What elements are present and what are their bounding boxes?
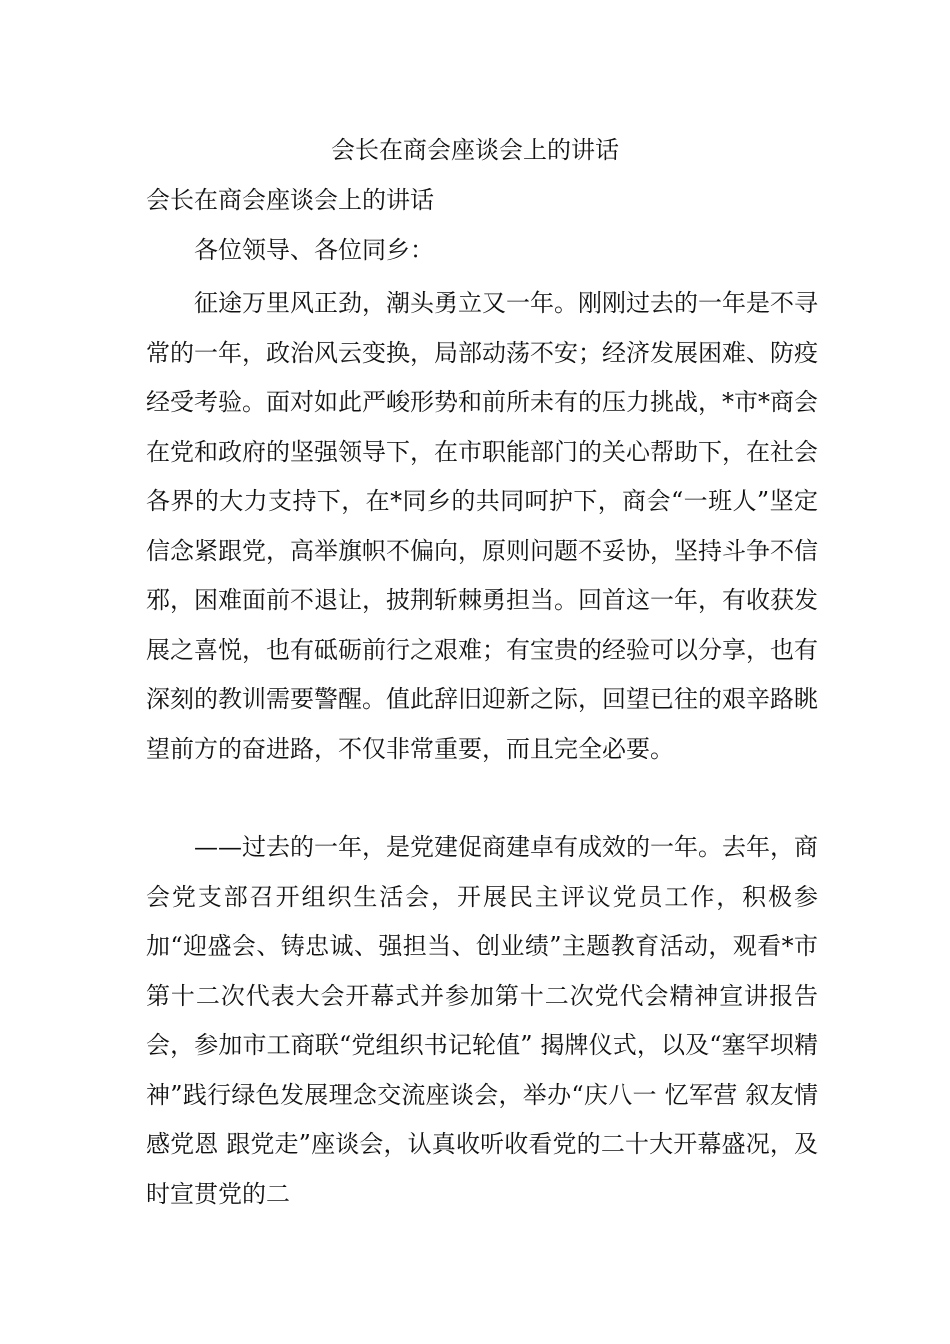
- salutation-text: 各位领导、各位同乡：: [194, 236, 434, 264]
- paragraph-text: ——过去的一年，是党建促商建卓有成效的一年。去年，商会党支部召开组织生活会，开展民主评议党员工作，积极参加“迎盛会、铸忠诚、强担当、创业绩”主题教育活动，观看*市第十二次代表大会开幕式并参加第十二次党代会精神宣讲报告会，参加市工商联“党组织书记轮值” 揭牌仪式，以及“塞罕坝精神”践行绿色发展理念交流座谈会，举办“庆八一 忆军营 叙友情 感党恩 跟党走”座谈会，认真收听收看党的二十大开幕盛况，及时宣贯党的二: [146, 833, 818, 1208]
- paragraph-text: 征途万里风正劲，潮头勇立又一年。刚刚过去的一年是不寻常的一年，政治风云变换，局部动荡不安；经济发展困难、防疫经受考验。面对如此严峻形势和前所未有的压力挑战，*市*商会在党和政府的坚强领导下，在市职能部门的关心帮助下，在社会各界的大力支持下，在*同乡的共同呵护下，商会“一班人”坚定信念紧跟党，高举旗帜不偏向，原则问题不妥协，坚持斗争不信邪，困难面前不退让，披荆斩棘勇担当。回首这一年，有收获发展之喜悦，也有砥砺前行之艰难；有宝贵的经验可以分享，也有深刻的教训需要警醒。值此辞旧迎新之际，回望已往的艰辛路眺望前方的奋进路，不仅非常重要，而且完全必要。: [146, 289, 818, 763]
- body-paragraph-2: [146, 823, 818, 1219]
- document-title: 会长在商会座谈会上的讲话: [331, 136, 619, 164]
- salutation: [146, 230, 818, 270]
- body-paragraph-1: [146, 279, 818, 774]
- document-heading: 会长在商会座谈会上的讲话: [146, 186, 434, 214]
